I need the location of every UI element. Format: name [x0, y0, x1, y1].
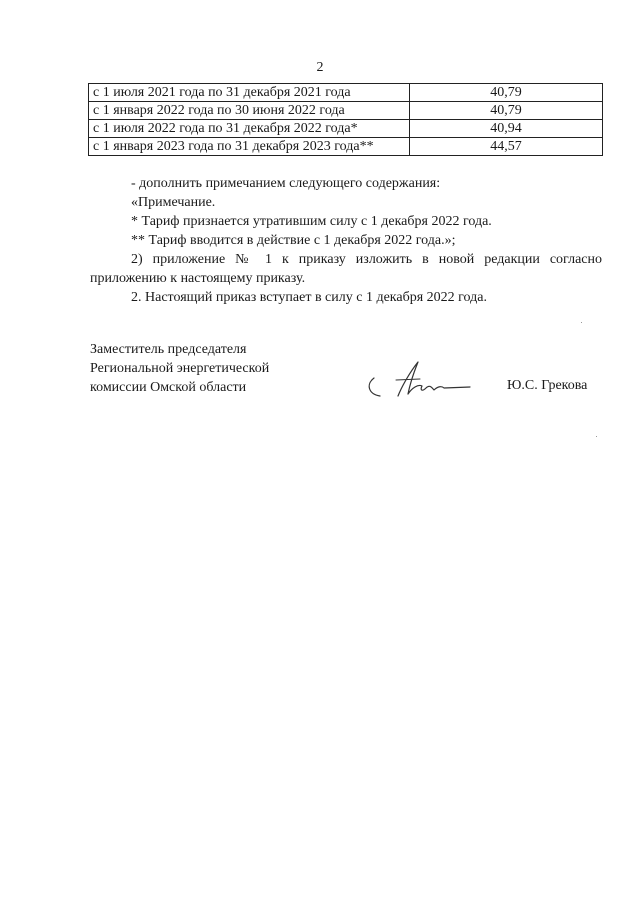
document-body	[90, 174, 602, 307]
period-cell: с 1 января 2022 года по 30 июня 2022 года	[89, 102, 410, 120]
table-row	[89, 120, 603, 138]
position-line: комиссии Омской области	[90, 380, 247, 395]
tariff-value-cell: 40,79	[410, 84, 603, 102]
period-cell: с 1 июля 2022 года по 31 декабря 2022 года*	[89, 120, 410, 138]
table-row	[89, 84, 603, 102]
tariff-value-cell: 44,57	[410, 138, 603, 156]
period-cell: с 1 января 2023 года по 31 декабря 2023 года**	[89, 138, 410, 156]
position-line: Заместитель председателя	[90, 342, 247, 357]
table-row	[89, 138, 603, 156]
appendix-clause: 2) приложение № 1 к приказу изложить в новой редакции согласно приложению к настоящему приказу.	[90, 252, 602, 286]
tariff-value-cell: 40,79	[410, 102, 603, 120]
handwritten-signature	[360, 350, 480, 410]
scan-speck	[596, 436, 597, 437]
tariff-value-cell: 40,94	[410, 120, 603, 138]
signer-name: Ю.С. Грекова	[507, 378, 588, 393]
scan-speck	[581, 322, 582, 323]
note-item: * Тариф признается утратившим силу с 1 декабря 2022 года.	[131, 214, 492, 229]
amendment-intro: - дополнить примечанием следующего содержания:	[131, 176, 441, 191]
position-line: Региональной энергетической	[90, 361, 270, 376]
effective-date-clause: 2. Настоящий приказ вступает в силу с 1 декабря 2022 года.	[131, 290, 487, 305]
note-heading: «Примечание.	[131, 195, 216, 210]
signatory-position	[90, 340, 269, 397]
tariff-table	[88, 83, 603, 156]
page-number: 2	[316, 60, 324, 75]
table-row	[89, 102, 603, 120]
note-item: ** Тариф вводится в действие с 1 декабря 2022 года.»;	[131, 233, 456, 248]
period-cell: с 1 июля 2021 года по 31 декабря 2021 года	[89, 84, 410, 102]
